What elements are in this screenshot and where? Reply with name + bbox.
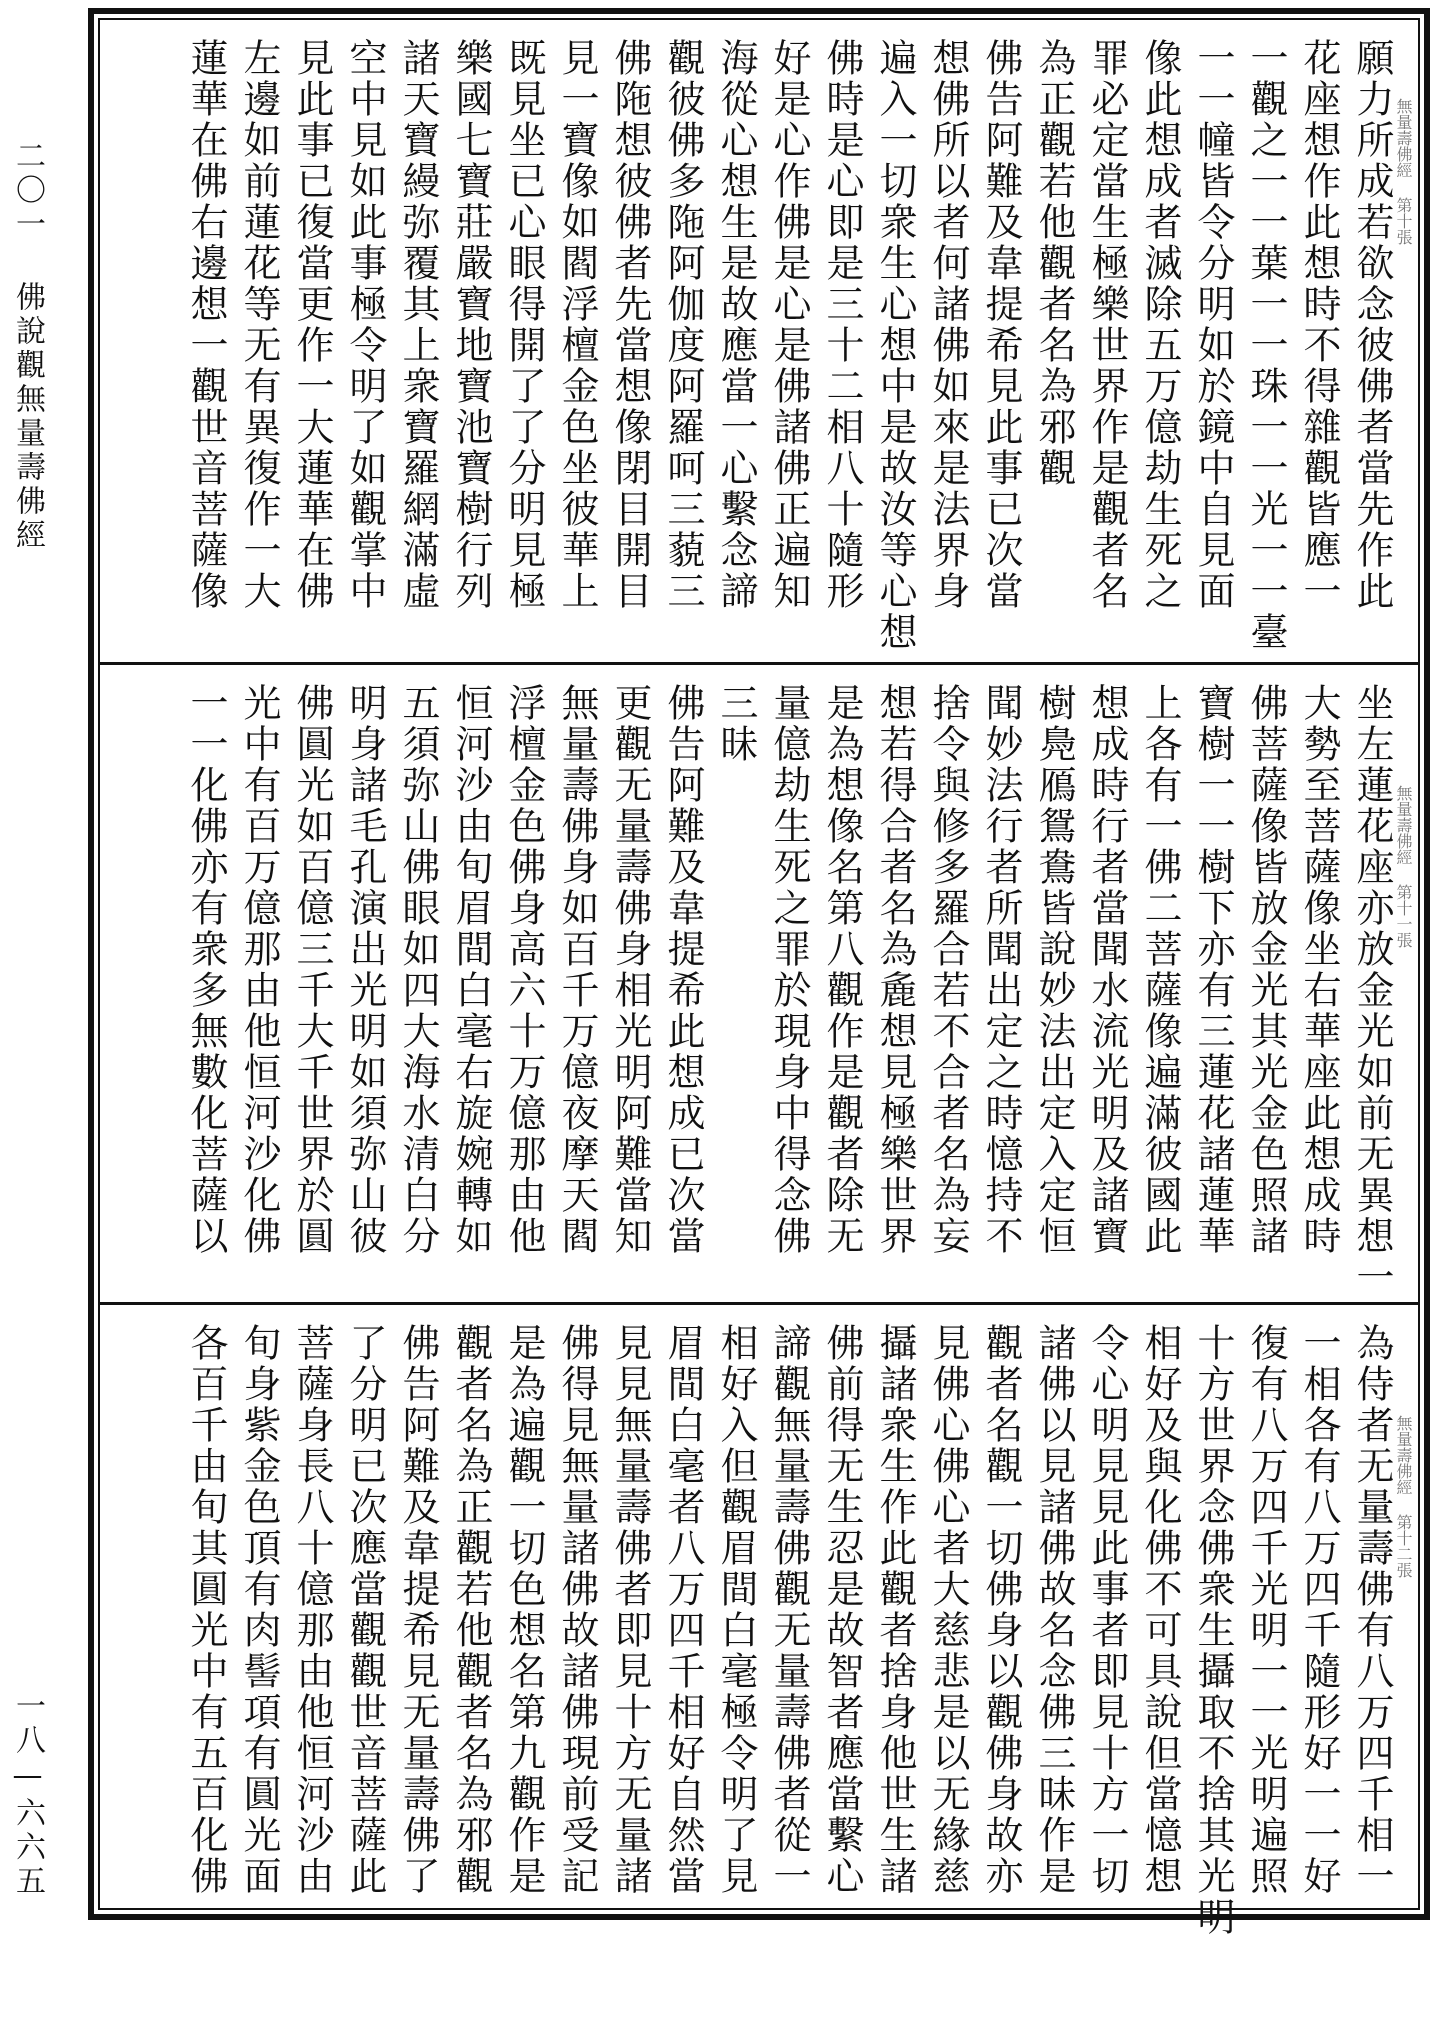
text-column: 蓮華在佛右邊想一觀世音菩薩像	[184, 38, 228, 612]
text-column: 諸佛以見諸佛故名念佛三昧作是	[1032, 1323, 1076, 1897]
text-column: 佛陁想彼佛者先當想像閉目開目	[608, 38, 652, 612]
text-column: 佛圓光如百億三千大千世界於圓	[290, 683, 334, 1257]
text-column: 既見坐已心眼得開了了分明見極	[502, 38, 546, 612]
text-column: 佛告阿難及韋提希此想成已次當	[661, 683, 705, 1257]
text-column: 佛告阿難及韋提希見此事已次當	[979, 38, 1023, 612]
text-column: 寶樹一一樹下亦有三蓮花諸蓮華	[1191, 683, 1235, 1257]
text-column: 樂國七寶莊嚴寶地寶池寶樹行列	[449, 38, 493, 612]
text-column: 像此想成者滅除五万億劫生死之	[1138, 38, 1182, 612]
text-column: 罪必定當生極樂世界作是觀者名	[1085, 38, 1129, 612]
text-column: 令心明見見此事者即見十方一切	[1085, 1323, 1129, 1897]
text-column: 想佛所以者何諸佛如來是法界身	[926, 38, 970, 612]
text-column: 上各有一佛二菩薩像遍滿彼國此	[1138, 683, 1182, 1257]
text-column: 無量壽佛身如百千万億夜摩天閻	[555, 683, 599, 1257]
text-column: 想成時行者當聞水流光明及諸寶	[1085, 683, 1129, 1257]
text-column: 為侍者无量壽佛有八万四千相一	[1350, 1323, 1394, 1897]
text-block	[184, 683, 1398, 1298]
text-column: 坐左蓮花座亦放金光如前无異想一	[1350, 683, 1394, 1298]
text-column: 三昧	[714, 683, 758, 765]
text-column: 想若得合者名為麁想見極樂世界	[873, 683, 917, 1257]
text-column: 攝諸衆生作此觀者捨身他世生諸	[873, 1323, 917, 1897]
text-column: 樹鳧鴈鴛鴦皆說妙法出定入定恒	[1032, 683, 1076, 1257]
text-panel-3	[100, 1302, 1418, 1938]
text-column: 菩薩身長八十億那由他恒河沙由	[290, 1323, 334, 1897]
text-column: 左邊如前蓮花等无有異復作一大	[237, 38, 281, 612]
text-column: 佛菩薩像皆放金光其光金色照諸	[1244, 683, 1288, 1257]
text-column: 海從心想生是故應當一心繫念諦	[714, 38, 758, 612]
text-column: 佛前得无生忍是故智者應當繫心	[820, 1323, 864, 1897]
text-column: 佛得見無量諸佛故諸佛現前受記	[555, 1323, 599, 1897]
text-column: 恒河沙由旬眉間白毫右旋婉轉如	[449, 683, 493, 1257]
text-column: 大勢至菩薩像坐右華座此想成時	[1297, 683, 1341, 1257]
text-column: 量億劫生死之罪於現身中得念佛	[767, 683, 811, 1257]
text-column: 捨令與修多羅合若不合者名為妄	[926, 683, 970, 1257]
text-column: 聞妙法行者所聞出定之時憶持不	[979, 683, 1023, 1257]
text-column: 諦觀無量壽佛觀无量壽佛者從一	[767, 1323, 811, 1897]
text-column: 光中有百万億那由他恒河沙化佛	[237, 683, 281, 1257]
text-column: 十方世界念佛衆生攝取不捨其光明	[1191, 1323, 1235, 1938]
edge-note: 無量壽佛經 第十二張	[1394, 1415, 1413, 1578]
text-column: 一一化佛亦有衆多無數化菩薩以	[184, 683, 228, 1257]
text-column: 了分明已次應當觀觀世音菩薩此	[343, 1323, 387, 1897]
text-column: 一一幢皆令分明如於鏡中自見面	[1191, 38, 1235, 612]
text-column: 復有八万四千光明一一光明遍照	[1244, 1323, 1288, 1897]
text-column: 更觀无量壽佛身相光明阿難當知	[608, 683, 652, 1257]
text-column: 觀者名觀一切佛身以觀佛身故亦	[979, 1323, 1023, 1897]
text-column: 一相各有八万四千隨形好一一好	[1297, 1323, 1341, 1897]
margin-volume-title: 二〇一 佛說觀無量壽佛經	[10, 140, 45, 553]
text-column: 相好入但觀眉間白毫極令明了見	[714, 1323, 758, 1897]
text-column: 一觀之一一葉一一珠一一光一一臺	[1244, 38, 1288, 653]
edge-note: 無量壽佛經 第十一張	[1394, 785, 1413, 948]
text-column: 是為想像名第八觀作是觀者除无	[820, 683, 864, 1257]
page-frame	[88, 8, 1430, 1938]
text-block	[184, 1323, 1398, 1938]
text-column: 佛時是心即是三十二相八十隨形	[820, 38, 864, 612]
text-column: 花座想作此想時不得雜觀皆應一	[1297, 38, 1341, 612]
margin-page-number: 一八—六六五	[10, 1690, 45, 1899]
text-column: 五須弥山佛眼如四大海水清白分	[396, 683, 440, 1257]
text-column: 空中見如此事極令明了如觀掌中	[343, 38, 387, 612]
text-column: 見一寶像如閻浮檀金色坐彼華上	[555, 38, 599, 612]
text-column: 各百千由旬其圓光中有五百化佛	[184, 1323, 228, 1897]
text-column: 遍入一切衆生心想中是故汝等心想	[873, 38, 917, 653]
text-column: 旬身紫金色頂有肉髻項有圓光面	[237, 1323, 281, 1897]
text-column: 願力所成若欲念彼佛者當先作此	[1350, 38, 1394, 612]
text-column: 是為遍觀一切色想名第九觀作是	[502, 1323, 546, 1897]
text-column: 佛告阿難及韋提希見无量壽佛了	[396, 1323, 440, 1897]
text-column: 眉間白毫者八万四千相好自然當	[661, 1323, 705, 1897]
text-column: 相好及與化佛不可具說但當憶想	[1138, 1323, 1182, 1897]
text-block	[184, 38, 1398, 653]
text-column: 好是心作佛是心是佛諸佛正遍知	[767, 38, 811, 612]
text-panel-2	[100, 662, 1418, 1296]
text-column: 為正觀若他觀者名為邪觀	[1032, 38, 1076, 489]
text-column: 明身諸毛孔演出光明如須弥山彼	[343, 683, 387, 1257]
text-column: 浮檀金色佛身高六十万億那由他	[502, 683, 546, 1257]
text-column: 諸天寶縵弥覆其上衆寶羅網滿虛	[396, 38, 440, 612]
text-column: 見見無量壽佛者即見十方无量諸	[608, 1323, 652, 1897]
text-panel-1	[100, 20, 1418, 656]
text-column: 見此事已復當更作一大蓮華在佛	[290, 38, 334, 612]
edge-note: 無量壽佛經 第十張	[1394, 98, 1413, 245]
text-column: 觀者名為正觀若他觀者名為邪觀	[449, 1323, 493, 1897]
text-column: 見佛心佛心者大慈悲是以无緣慈	[926, 1323, 970, 1897]
text-column: 觀彼佛多陁阿伽度阿羅呵三藐三	[661, 38, 705, 612]
